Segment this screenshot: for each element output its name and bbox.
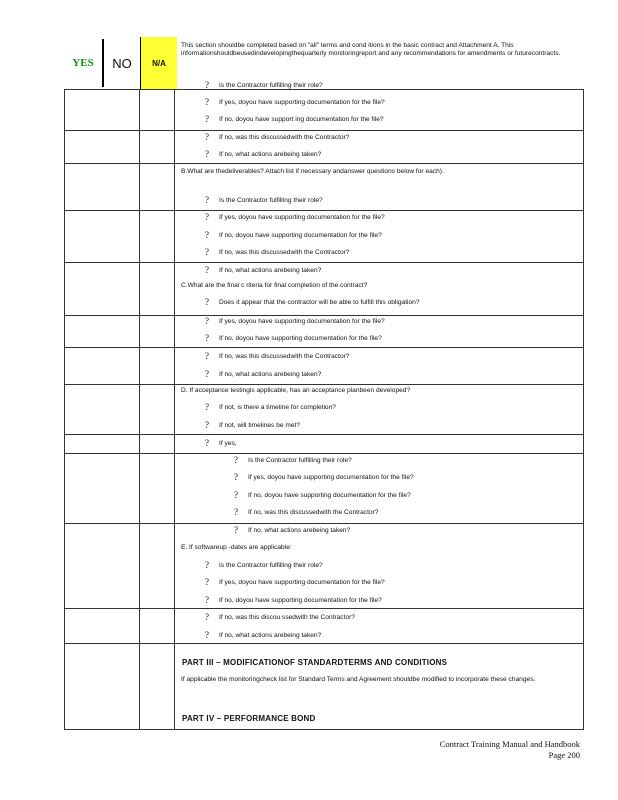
checkbox-glyph-icon: ?: [205, 577, 209, 587]
checkbox-glyph-icon: ?: [234, 490, 238, 500]
list-item: ? If no, what actions arebeing taken?: [234, 525, 351, 535]
grid-line: [64, 347, 584, 348]
checkbox-glyph-icon: ?: [205, 560, 209, 570]
checkbox-glyph-icon: ?: [205, 114, 209, 124]
list-item: ? Is the Contractor fulfilling their role?: [205, 560, 323, 570]
checkbox-glyph-icon: ?: [205, 297, 209, 307]
list-item: ? If no, what actions arebeing taken?: [205, 149, 322, 159]
grid-line: [64, 315, 584, 316]
grid-line: [64, 89, 65, 730]
list-item: ? Is the Contractor fulfilling their role?: [205, 195, 323, 205]
list-item: ? If no, doyou have supporting documentation for the file?: [205, 595, 382, 605]
page-footer: [410, 739, 580, 761]
list-item: ? If no, doyou have supporting documentation for the file?: [205, 230, 382, 240]
grid-line: [64, 608, 584, 609]
section-instructions: This section shouldbe completed based on "all" terms and cond itions in the basic contract and Attachment A. This informationshouldbeusedindevelopingthequarterly monitoringreport and any recommendations for amendments or futurecontracts.: [181, 42, 561, 58]
checkbox-glyph-icon: ?: [205, 351, 209, 361]
grid-line: [64, 130, 584, 131]
list-item: ? If yes, doyou have supporting documentation for the file?: [205, 577, 385, 587]
grid-line: [64, 89, 584, 90]
section-b-question: B.What are thedeliverables? Attach list if necessary andanswer questions below for each).: [181, 168, 444, 175]
list-item: ? If no, was this discussedwith the Contractor?: [205, 132, 350, 142]
checkbox-glyph-icon: ?: [205, 333, 209, 343]
list-item: ? Is the Contractor fulfilling their role?: [234, 455, 352, 465]
list-item: ? Is the Contractor fulfilling their role?: [205, 80, 323, 90]
list-item: ? If yes,: [205, 438, 237, 448]
checkbox-glyph-icon: ?: [205, 612, 209, 622]
checkbox-glyph-icon: ?: [205, 402, 209, 412]
grid-line: [64, 729, 584, 730]
checkbox-glyph-icon: ?: [205, 230, 209, 240]
no-column-header: NO: [112, 55, 132, 71]
grid-line: [64, 163, 584, 164]
checkbox-glyph-icon: ?: [234, 525, 238, 535]
yes-column-header: YES: [72, 57, 94, 69]
grid-line: [64, 453, 584, 454]
list-item: ? If no, doyou have supporting documentation for the file?: [205, 333, 382, 343]
part-3-heading: PART III – MODIFICATIONOF STANDARDTERMS AND CONDITIONS: [182, 658, 448, 667]
checkbox-glyph-icon: ?: [205, 438, 209, 448]
list-item: ? If yes, doyou have supporting documentation for the file?: [205, 97, 385, 107]
checkbox-glyph-icon: ?: [205, 132, 209, 142]
list-item: ? If yes, doyou have supporting documentation for the file?: [205, 212, 385, 222]
list-item: ? If no, what actions arebeing taken?: [205, 265, 322, 275]
checkbox-glyph-icon: ?: [205, 212, 209, 222]
grid-line: [64, 384, 584, 385]
part-3-body: If applicable the monitoringcheck list for Standard Terms and Agreement shouldbe modified to incorporate these changes.: [181, 676, 536, 683]
list-item: ? If yes, doyou have supporting documentation for the file?: [205, 316, 385, 326]
checkbox-glyph-icon: ?: [234, 507, 238, 517]
list-item: ? If no, was this discussedwith the Contractor?: [205, 247, 350, 257]
checkbox-glyph-icon: ?: [205, 595, 209, 605]
checkbox-glyph-icon: ?: [205, 149, 209, 159]
list-item: ? If not, will timelines be met?: [205, 420, 300, 430]
checkbox-glyph-icon: ?: [205, 195, 209, 205]
grid-line: [64, 210, 584, 211]
grid-line: [64, 434, 584, 435]
grid-line: [583, 89, 584, 730]
list-item: ? If yes, doyou have supporting documentation for the file?: [234, 472, 414, 482]
list-item: ? If no, doyou have supporting documentation for the file?: [234, 490, 411, 500]
grid-line: [64, 643, 584, 644]
list-item: ? Does it appear that the contractor will be able to fulfill this obligation?: [205, 297, 420, 307]
checkbox-glyph-icon: ?: [205, 630, 209, 640]
checkbox-glyph-icon: ?: [205, 80, 209, 90]
na-column-header: N/A: [140, 37, 177, 89]
section-e-question: E. If softwareup -dates are applicable:: [181, 544, 292, 551]
grid-line: [139, 89, 140, 730]
section-d-question: D. If acceptance testingis applicable, has an acceptance planbeen developed?: [181, 387, 411, 394]
checkbox-glyph-icon: ?: [205, 316, 209, 326]
checkbox-glyph-icon: ?: [234, 472, 238, 482]
checkbox-glyph-icon: ?: [234, 455, 238, 465]
page-number: Page 200: [548, 750, 580, 760]
list-item: ? If no, was this discou ssedwith the Contractor?: [205, 612, 355, 622]
list-item: ? If no, doyou have support ing documentation for the file?: [205, 114, 384, 124]
checkbox-glyph-icon: ?: [205, 369, 209, 379]
part-4-heading: PART IV – PERFORMANCE BOND: [182, 714, 316, 723]
checkbox-glyph-icon: ?: [205, 265, 209, 275]
section-c-question: C.What are the final c riteria for final completion of the contract?: [181, 282, 368, 289]
checkbox-glyph-icon: ?: [205, 97, 209, 107]
list-item: ? If no, was this discussedwith the Contractor?: [205, 351, 350, 361]
grid-line: [174, 89, 175, 730]
manual-title: Contract Training Manual and Handbook: [439, 739, 580, 749]
grid-line: [64, 523, 584, 524]
list-item: ? If not, is there a timeline for completion?: [205, 402, 336, 412]
table-header: [64, 37, 584, 89]
checkbox-glyph-icon: ?: [205, 247, 209, 257]
list-item: ? If no, what actions arebeing taken?: [205, 369, 322, 379]
list-item: ? If no, was this discussedwith the Contractor?: [234, 507, 379, 517]
grid-line: [64, 262, 584, 263]
checkbox-glyph-icon: ?: [205, 420, 209, 430]
list-item: ? If no, what actions arebeing taken?: [205, 630, 322, 640]
